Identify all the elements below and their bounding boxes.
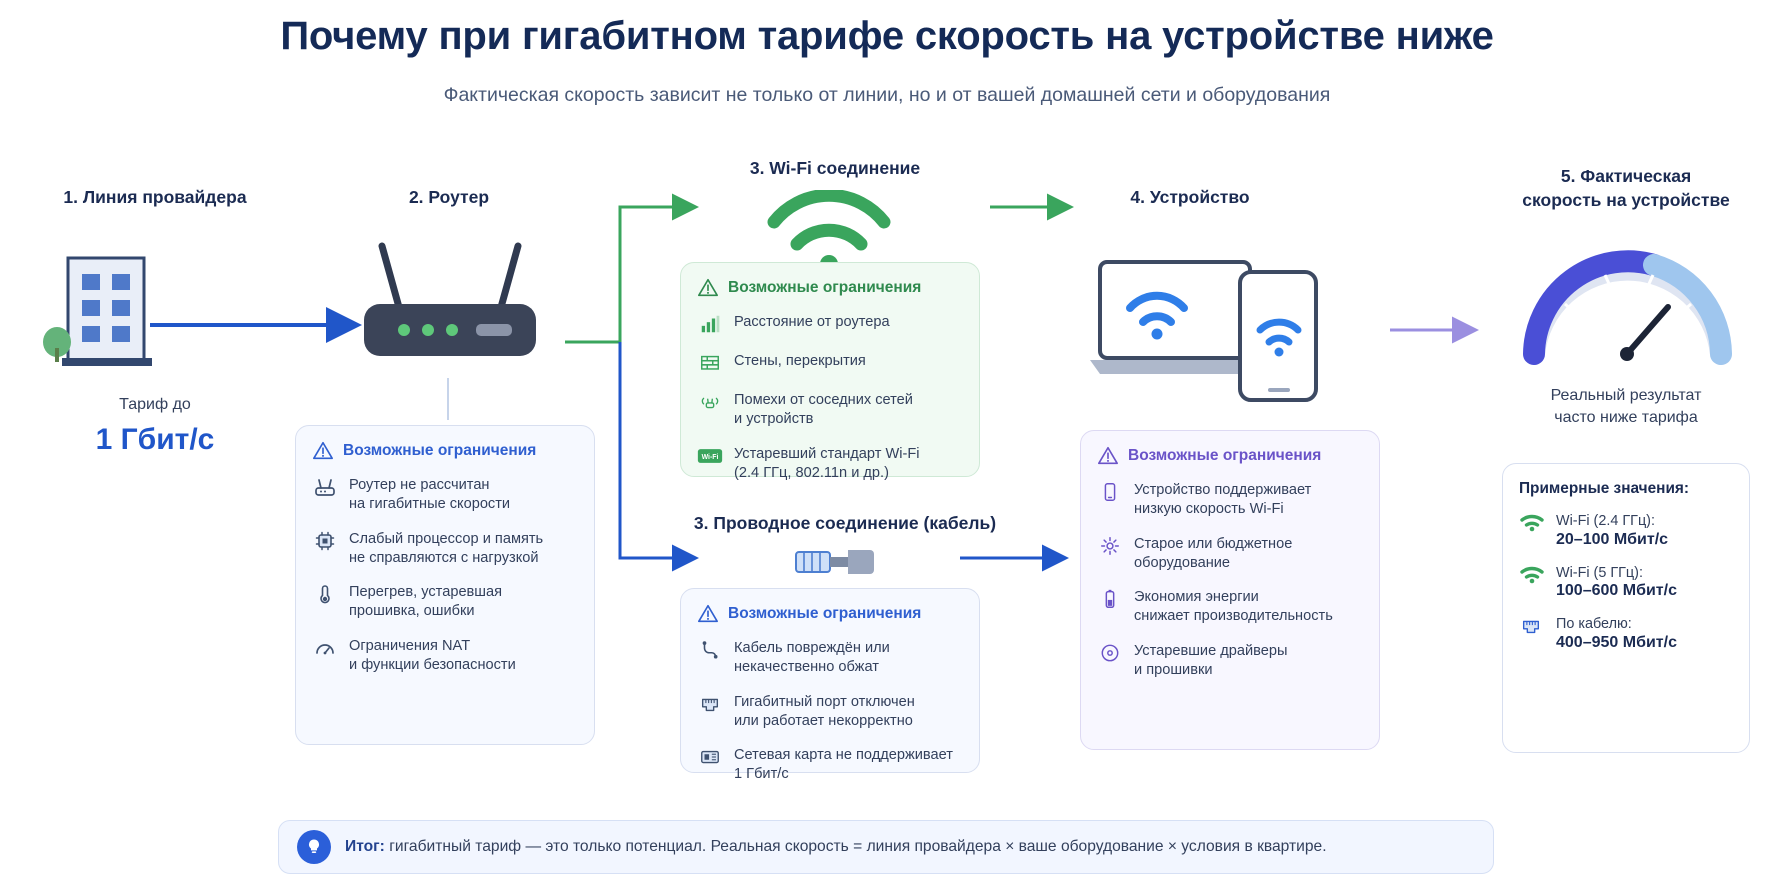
- list-item-text: Устаревшие драйверы и прошивки: [1134, 642, 1288, 678]
- list-item-label: Wi-Fi (2.4 ГГц):: [1556, 513, 1655, 529]
- list-item: [697, 350, 963, 376]
- list-item: [312, 581, 578, 622]
- list-item-value: 20–100 Мбит/с: [1556, 530, 1669, 548]
- list-item: [697, 744, 963, 785]
- svg-text:Wi-Fi: Wi-Fi: [701, 453, 719, 461]
- typical-values-title: Примерные значения:: [1519, 480, 1690, 497]
- typical-values-card: [1502, 463, 1750, 753]
- ethernet-cable-icon: [790, 540, 890, 584]
- network-card-icon: [697, 744, 723, 770]
- list-item: [1097, 479, 1363, 520]
- page-title: Почему при гигабитном тарифе скорость на устройстве ниже: [280, 14, 1494, 58]
- list-item-text: Гигабитный порт отключен или работает некорректно: [734, 693, 915, 729]
- router-icon: [312, 474, 338, 500]
- list-item-text: Роутер не рассчитан на гигабитные скорости: [349, 477, 511, 513]
- device-limits-header: [1097, 445, 1363, 467]
- cpu-icon: [312, 528, 338, 554]
- list-item: [697, 691, 963, 732]
- cable-limits-card: [680, 588, 980, 783]
- list-item-text: Экономия энергии снижает производительность: [1134, 589, 1333, 625]
- warning-icon: [697, 603, 719, 625]
- list-item: [312, 635, 578, 676]
- device-laptop-phone-icon: [1090, 252, 1350, 412]
- warning-icon: [697, 277, 719, 299]
- list-item-label: Wi-Fi (5 ГГц):: [1556, 564, 1643, 581]
- warning-icon: [312, 440, 334, 462]
- device-limits-title: Возможные ограничения: [1128, 447, 1322, 464]
- list-item-value: 400–950 Мбит/с: [1556, 634, 1677, 652]
- list-item-text: Помехи от соседних сетей и устройств: [734, 392, 913, 428]
- result-text: Реальный результат часто ниже тарифа: [1550, 387, 1702, 427]
- list-item-text: Расстояние от роутера: [734, 314, 890, 330]
- gear-icon: [1097, 533, 1123, 559]
- list-item: [697, 443, 963, 484]
- list-item: [1519, 564, 1733, 601]
- list-item-text: Кабель повреждён или некачественно обжат: [734, 640, 890, 676]
- wifi-limits-card: [680, 262, 980, 481]
- list-item: [1097, 533, 1363, 574]
- list-item-text: Устройство поддерживает низкую скорость Wi-Fi: [1134, 482, 1312, 518]
- wall-icon: [697, 350, 723, 376]
- list-item-text: Устаревший стандарт Wi-Fi (2.4 ГГц, 802.11n и др.): [734, 445, 920, 481]
- signal-bars-icon: [697, 311, 723, 337]
- speed-gauge-icon: [1520, 242, 1735, 377]
- summary-body: гигабитный тариф — это только потенциал. Реальная скорость = линия провайдера × ваше оборудование × условия в квартире.: [384, 838, 1327, 855]
- router-limits-header: [312, 440, 578, 462]
- router-device-icon: [330, 222, 570, 382]
- list-item: [312, 528, 578, 569]
- list-item-label: По кабелю:: [1556, 616, 1632, 633]
- step-label-actual: 5. Фактическая скорость на устройстве: [1522, 166, 1730, 210]
- list-item: [697, 311, 963, 337]
- list-item-text: Перегрев, устаревшая прошивка, ошибки: [349, 584, 503, 620]
- step-label-device: 4. Устройство: [1130, 187, 1250, 207]
- page-subtitle: Фактическая скорость зависит не только от линии, но и от вашей домашней сети и оборудования: [443, 84, 1331, 106]
- warning-icon: [1097, 445, 1119, 467]
- lightbulb-icon: [297, 830, 331, 864]
- list-item-text: Стены, перекрытия: [734, 353, 866, 369]
- lan-port-icon: [697, 691, 723, 717]
- list-item: [312, 474, 578, 515]
- list-item: [1097, 640, 1363, 681]
- cable-limits-header: [697, 603, 963, 625]
- wifi-icon: [1519, 564, 1545, 589]
- list-item: [1097, 586, 1363, 627]
- disc-icon: [1097, 640, 1123, 666]
- list-item: [697, 637, 963, 678]
- tariff-label: Тариф до: [119, 396, 191, 413]
- interference-icon: [697, 389, 723, 415]
- list-item-text: Слабый процессор и память не справляются с нагрузкой: [349, 530, 544, 566]
- router-limits-card: [295, 425, 595, 745]
- list-item-value: 100–600 Мбит/с: [1556, 582, 1677, 600]
- wifi-limits-title: Возможные ограничения: [728, 279, 922, 296]
- router-limits-title: Возможные ограничения: [343, 442, 537, 459]
- summary-lead: Итог:: [345, 838, 385, 855]
- step-label-cable: 3. Проводное соединение (кабель): [693, 513, 997, 533]
- list-item: [1519, 512, 1733, 549]
- cable-limits-title: Возможные ограничения: [728, 605, 922, 622]
- step-label-router: 2. Роутер: [408, 187, 490, 207]
- provider-building-icon: [40, 238, 180, 378]
- list-item: [697, 389, 963, 430]
- wifi-icon: [1519, 512, 1545, 537]
- battery-icon: [1097, 586, 1123, 612]
- gauge-icon: [312, 635, 338, 661]
- summary-banner: [278, 820, 1494, 874]
- step-label-line: 1. Линия провайдера: [63, 187, 247, 207]
- wifi-badge-icon: [697, 443, 723, 469]
- step-label-wifi: 3. Wi-Fi соединение: [749, 158, 921, 178]
- list-item: [1519, 615, 1733, 652]
- thermometer-icon: [312, 581, 338, 607]
- cable-icon: [697, 637, 723, 663]
- device-limits-card: [1080, 430, 1380, 750]
- list-item-text: Сетевая карта не поддерживает 1 Гбит/с: [734, 747, 953, 783]
- list-item-text: Старое или бюджетное оборудование: [1134, 535, 1293, 571]
- wifi-limits-header: [697, 277, 963, 299]
- phone-icon: [1097, 479, 1123, 505]
- tariff-value: 1 Гбит/с: [95, 423, 215, 456]
- list-item-text: Ограничения NAT и функции безопасности: [349, 637, 516, 673]
- summary-text: [345, 838, 1327, 856]
- lan-port-icon: [1519, 615, 1545, 642]
